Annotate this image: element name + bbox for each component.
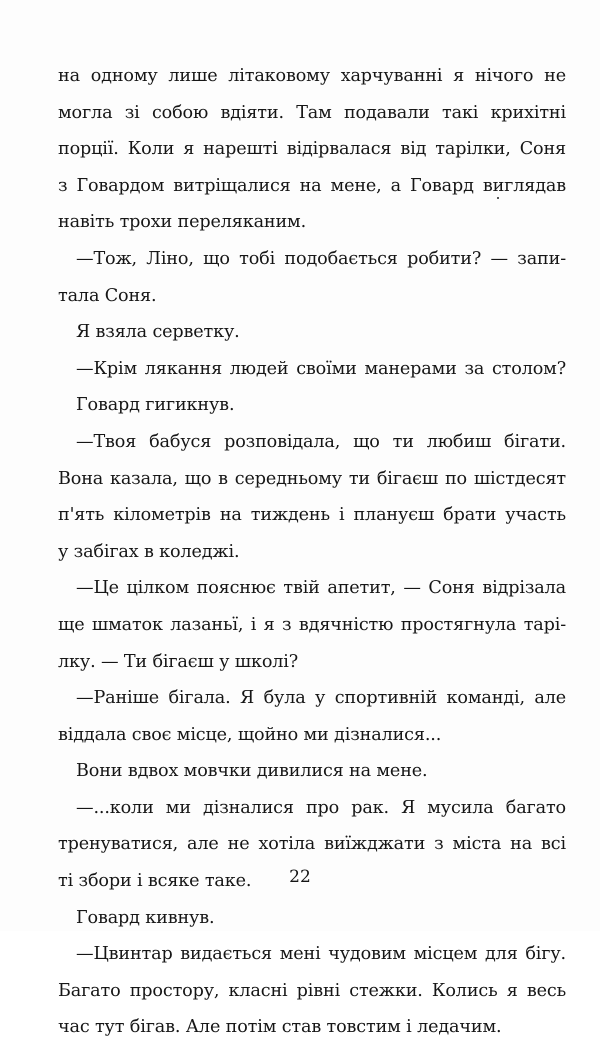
text-line: Багато простору, класні рівні стежки. Колись я весь <box>58 980 566 1001</box>
text-line: —Крім лякання людей своїми манерами за столом? <box>76 358 566 379</box>
text-line: тренуватися, але не хотіла виїжджати з міста на всі <box>58 834 566 855</box>
text-line: —...коли ми дізналися про рак. Я мусила багато <box>76 797 566 818</box>
text-line: —Цвинтар видається мені чудовим місцем для бігу. <box>76 944 566 965</box>
text-line: лку. — Ти бігаєш у школі? <box>58 651 299 672</box>
text-line: ті збори і всяке таке. <box>58 871 252 892</box>
page-number: 22 <box>289 867 311 887</box>
text-line: час тут бігав. Але потім став товстим і ледачим. <box>58 1017 502 1038</box>
text-line: —Раніше бігала. Я була у спортивній команді, але <box>76 688 566 709</box>
text-line: Вона казала, що в середньому ти бігаєш по шістдесят <box>58 468 566 489</box>
text-line: віддала своє місце, щойно ми дізналися... <box>58 724 442 745</box>
text-line: п'ять кілометрів на тиждень і плануєш брати участь <box>58 505 566 526</box>
text-line: Я взяла серветку. <box>76 322 240 343</box>
text-line: тала Соня. <box>58 285 157 306</box>
text-line: на одному лише літаковому харчуванні я нічого не <box>58 66 566 86</box>
text-line: Вони вдвох мовчки дивилися на мене. <box>76 761 428 782</box>
body-text <box>58 58 566 1046</box>
text-line: порції. Коли я нарешті відірвалася від тарілки, Соня <box>58 139 566 160</box>
text-line: навіть трохи переляканим. <box>58 212 307 233</box>
text-line: ще шматок лазаньї, і я з вдячністю простягнула тарі- <box>58 614 566 635</box>
text-line: Говард кивнув. <box>76 907 215 928</box>
text-line: з Говардом витріщалися на мене, а Говард виглядав <box>58 175 566 196</box>
text-line: могла зі собою вдіяти. Там подавали такі крихітні <box>58 102 566 123</box>
text-line: —Це цілком пояснює твій апетит, — Соня відрізала <box>76 578 566 599</box>
text-line: у забігах в коледжі. <box>58 541 240 562</box>
text-line: —Твоя бабуся розповідала, що ти любиш бігати. <box>76 431 566 452</box>
text-line: Говард гигикнув. <box>76 395 235 416</box>
text-line: —Тож, Ліно, що тобі подобається робити? — запи- <box>76 248 566 269</box>
